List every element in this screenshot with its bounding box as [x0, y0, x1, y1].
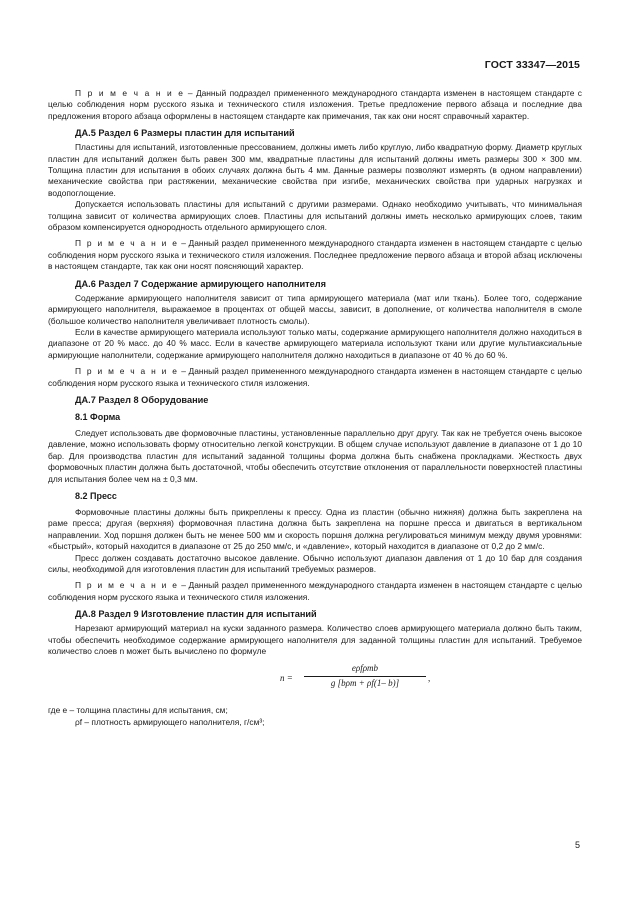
subsection-heading-8-1: 8.1 Форма	[75, 411, 121, 422]
formula-fraction	[304, 663, 426, 689]
paragraph: Следует использовать две формовочные пластины, установленные параллельно друг другу. Так как не требуется очень высокое давление, можно использовать форму относительно легкой конструкции. В общем случае используют давление в диапазоне от 1 до 10 бар. Для производства пластин для испытаний заданной толщины форма должна быть снабжена прокладками. Жесткость двух формовочных пластин должна быть достаточной, чтобы обеспечить отсутствие отклонения от параллельности поверхностей пластины для испытания более чем на ± 0,3 мм.	[48, 427, 582, 484]
note-text: – Данный раздел примененного международного стандарта изменен в настоящем стандарте с целью соблюдения норм русского языка и технического стиля изложения.	[48, 366, 582, 388]
note-label: П р и м е ч а н и е	[75, 366, 179, 377]
note-label: П р и м е ч а н и е	[75, 580, 179, 591]
formula-denominator: g [bρm + ρf(1– b)]	[330, 677, 400, 688]
formula-comma: ,	[428, 673, 431, 684]
layer-count-formula	[48, 661, 582, 701]
paragraph: Формовочные пластины должны быть прикреплены к прессу. Одна из пластин (обычно нижняя) должна быть закреплена на раме пресса; другая (верхняя) формовочная пластина должна быть закреплена на поршне пресса и двигаться в вертикальном направлении. Ход поршня должен быть не менее 500 мм и скорость поршня должна регулироваться минимум между двумя уровнями: «быстрый», который находится в диапазоне от 25 до 250 мм/с, и «давление», который находится в диапазоне от 0,2 до 2 мм/с.	[48, 506, 582, 552]
section-heading-da5: ДА.5 Раздел 6 Размеры пластин для испытаний	[75, 128, 295, 139]
document-id: ГОСТ 33347—2015	[484, 59, 580, 71]
note-label: П р и м е ч а н и е	[75, 238, 179, 249]
page-number: 5	[574, 840, 580, 850]
note-label: П р и м е ч а н и е	[75, 88, 185, 98]
where-line: ρf – плотность армирующего наполнителя, г/см³;	[75, 716, 265, 727]
note-paragraph	[48, 88, 582, 122]
subsection-heading-8-2: 8.2 Пресс	[75, 490, 117, 501]
where-line: где e – толщина пластины для испытания, см;	[48, 705, 228, 716]
paragraph: Пресс должен создавать достаточно высокое давление. Обычно используют диапазон давления от 1 до 10 бар для создания силы, необходимой для изготовления пластин для испытаний требуемых размеров.	[48, 552, 582, 574]
paragraph: Нарезают армирующий материал на куски заданного размера. Количество слоев армирующего материала должно быть таким, чтобы обеспечить необходимое содержание армирующего наполнителя для заданной толщины пластин для испытаний. Требуемое количество слоев n может быть вычислено по формуле	[48, 623, 582, 657]
note-text: – Данный подраздел примененного международного стандарта изменен в настоящем стандарте с целью соблюдения норм русского языка и технического стиля изложения. Третье предложение первого абзаца и последние два предложения второго абзаца оформлены в настоящем стандарте как примечания, так как они носят справочный характер.	[48, 88, 582, 121]
section-heading-da7: ДА.7 Раздел 8 Оборудование	[75, 394, 209, 405]
paragraph: Допускается использовать пластины для испытаний с другими размерами. Однако необходимо учитывать, что минимальная толщина зависит от количества армирующих слоев. Пластины для испытаний должны иметь несколько армирующих слоев, таким образом компенсируется однородность отдельного армирующего слоя.	[48, 199, 582, 233]
section-heading-da6: ДА.6 Раздел 7 Содержание армирующего наполнителя	[75, 278, 326, 289]
paragraph: Если в качестве армирующего материала используют только маты, содержание армирующего наполнителя должно находиться в диапазоне от 20 % масс. до 40 % масс. Если в качестве армирующего материала используют ткани или другие мультиаксиальные армирующие наполнители, содержание армирующего наполнителя должно находиться в диапазоне от 40 % до 60 %.	[48, 326, 582, 360]
note-paragraph	[48, 238, 582, 272]
paragraph: Пластины для испытаний, изготовленные прессованием, должны иметь либо круглую, либо квадратную форму. Диаметр круглых пластин для испытаний должен быть равен 300 мм, квадратные пластины для испытаний должны иметь размеры 300 × 300 мм. Толщина пластин для испытания в обоих случаях должна быть 4 мм. Данные размеры позволяют измерять (в одном направлении) механические свойства при растяжении, механические свойства при изгибе, механических свойства при ударных нагрузках и водопоглощение.	[48, 142, 582, 198]
formula-lhs: n =	[280, 673, 293, 684]
note-paragraph	[48, 580, 582, 603]
page-content	[48, 88, 582, 728]
paragraph: Содержание армирующего наполнителя зависит от типа армирующего материала (мат или ткань). Более того, содержание армирующего наполнителя, выражаемое в процентах от общей массы, зависит, в дополнение, от количества наполнителя в смоле (большое количество наполнителя увеличивает плотность смолы).	[48, 292, 582, 326]
section-heading-da8: ДА.8 Раздел 9 Изготовление пластин для испытаний	[75, 609, 317, 620]
note-paragraph	[48, 366, 582, 389]
note-text: – Данный раздел примененного международного стандарта изменен в настоящем стандарте с целью соблюдения норм русского языка и технического стиля изложения.	[48, 580, 582, 602]
formula-numerator: eρfρmb	[304, 663, 426, 676]
note-text: – Данный раздел примененного международного стандарта изменен в настоящем стандарте с целью соблюдения норм русского языка и технического стиля изложения. Последнее предложение первого абзаца и второй абзац исключены в настоящем стандарте, так как они носят поясняющий характер.	[48, 238, 582, 272]
